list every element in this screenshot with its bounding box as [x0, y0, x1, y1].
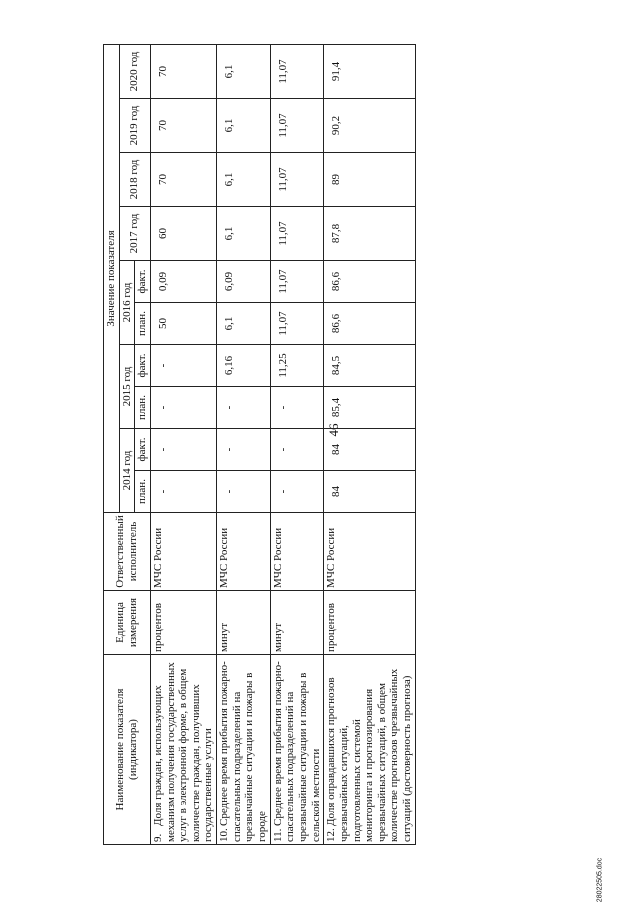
fact-2016-cell: 11,07	[270, 261, 324, 303]
indicator-name-cell	[217, 655, 271, 845]
fact-2015-cell: -	[150, 345, 216, 387]
value-2018-cell: 6,1	[217, 153, 271, 207]
file-stamp: 28022505.doc	[596, 857, 604, 903]
table-row	[217, 44, 271, 844]
fact-2015-cell: 6,16	[217, 345, 271, 387]
indicator-name-cell	[270, 655, 324, 845]
header-fact-2016: факт.	[135, 261, 151, 303]
header-values: Значение показателя	[104, 44, 120, 512]
header-2020: 2020 год	[119, 44, 150, 98]
value-2019-cell: 6,1	[217, 99, 271, 153]
value-2017-cell: 11,07	[270, 207, 324, 261]
indicator-table	[103, 44, 416, 845]
header-2018: 2018 год	[119, 153, 150, 207]
plan-2014-cell: 84	[324, 471, 415, 513]
header-fact-2014: факт.	[135, 429, 151, 471]
indicator-name-cell	[150, 655, 216, 845]
value-2020-cell: 91,4	[324, 44, 415, 98]
fact-2014-cell: -	[150, 429, 216, 471]
row-number: 10.	[218, 828, 231, 842]
indicator-name: Среднее время прибытия пожарно-спасательных подразделений на чрезвычайные ситуации и пожары в городе	[218, 661, 269, 842]
header-plan-2014: план.	[135, 471, 151, 513]
plan-2015-cell: -	[270, 387, 324, 429]
indicator-name: Доля граждан, использующих механизм получения государственных услуг в электронной форме, в общем количестве граждан, получивших государственные услуги	[151, 662, 215, 842]
fact-2014-cell: -	[270, 429, 324, 471]
executor-cell: МЧС России	[270, 513, 324, 591]
plan-2014-cell: -	[217, 471, 271, 513]
unit-cell: процентов	[150, 591, 216, 655]
fact-2014-cell: -	[217, 429, 271, 471]
value-2018-cell: 89	[324, 153, 415, 207]
fact-2016-cell: 0,09	[150, 261, 216, 303]
value-2017-cell: 6,1	[217, 207, 271, 261]
value-2017-cell: 60	[150, 207, 216, 261]
value-2020-cell: 70	[150, 44, 216, 98]
table-row	[150, 44, 216, 844]
page-number: 46	[326, 423, 341, 437]
plan-2016-cell: 11,07	[270, 303, 324, 345]
unit-cell: минут	[217, 591, 271, 655]
header-2015: 2015 год	[119, 345, 135, 429]
value-2019-cell: 11,07	[270, 99, 324, 153]
fact-2014-cell: 84	[324, 429, 415, 471]
header-2016: 2016 год	[119, 261, 135, 345]
indicator-table-container	[103, 45, 603, 845]
plan-2015-cell: -	[217, 387, 271, 429]
header-2019: 2019 год	[119, 99, 150, 153]
value-2019-cell: 70	[150, 99, 216, 153]
value-2018-cell: 70	[150, 153, 216, 207]
fact-2015-cell: 11,25	[270, 345, 324, 387]
fact-2015-cell: 84,5	[324, 345, 415, 387]
header-plan-2015: план.	[135, 387, 151, 429]
plan-2014-cell: -	[150, 471, 216, 513]
header-unit: Единица измерения	[104, 591, 151, 655]
value-2020-cell: 11,07	[270, 44, 324, 98]
plan-2016-cell: 50	[150, 303, 216, 345]
plan-2016-cell: 6,1	[217, 303, 271, 345]
fact-2016-cell: 86,6	[324, 261, 415, 303]
header-2017: 2017 год	[119, 207, 150, 261]
value-2020-cell: 6,1	[217, 44, 271, 98]
plan-2015-cell: 85,4	[324, 387, 415, 429]
executor-cell: МЧС России	[150, 513, 216, 591]
row-number: 11.	[271, 828, 284, 842]
indicator-name: Доля оправдавшихся прогнозов чрезвычайных ситуаций, подготовленных системой мониторинга и прогнозирования чрезвычайных ситуаций, в общем количестве прогнозов чрезвычайных ситуаций (достоверность прогноза)	[325, 668, 414, 842]
header-fact-2015: факт.	[135, 345, 151, 387]
indicator-name-cell	[324, 655, 415, 845]
value-2017-cell: 87,8	[324, 207, 415, 261]
unit-cell: процентов	[324, 591, 415, 655]
value-2018-cell: 11,07	[270, 153, 324, 207]
plan-2014-cell: -	[270, 471, 324, 513]
fact-2016-cell: 6,09	[217, 261, 271, 303]
executor-cell: МЧС России	[324, 513, 415, 591]
table-row	[324, 44, 415, 844]
plan-2016-cell: 86,6	[324, 303, 415, 345]
indicator-name: Среднее время прибытия пожарно-спасательных подразделений на чрезвычайные ситуации и пожары в сельской местности	[271, 661, 322, 842]
header-name: Наименование показателя (индикатора)	[104, 655, 151, 845]
header-executor: Ответственный исполнитель	[104, 513, 151, 591]
row-number: 12.	[325, 828, 338, 842]
executor-cell: МЧС России	[217, 513, 271, 591]
header-2014: 2014 год	[119, 429, 135, 513]
unit-cell: минут	[270, 591, 324, 655]
row-number: 9.	[151, 833, 164, 842]
plan-2015-cell: -	[150, 387, 216, 429]
header-plan-2016: план.	[135, 303, 151, 345]
value-2019-cell: 90,2	[324, 99, 415, 153]
table-row	[270, 44, 324, 844]
